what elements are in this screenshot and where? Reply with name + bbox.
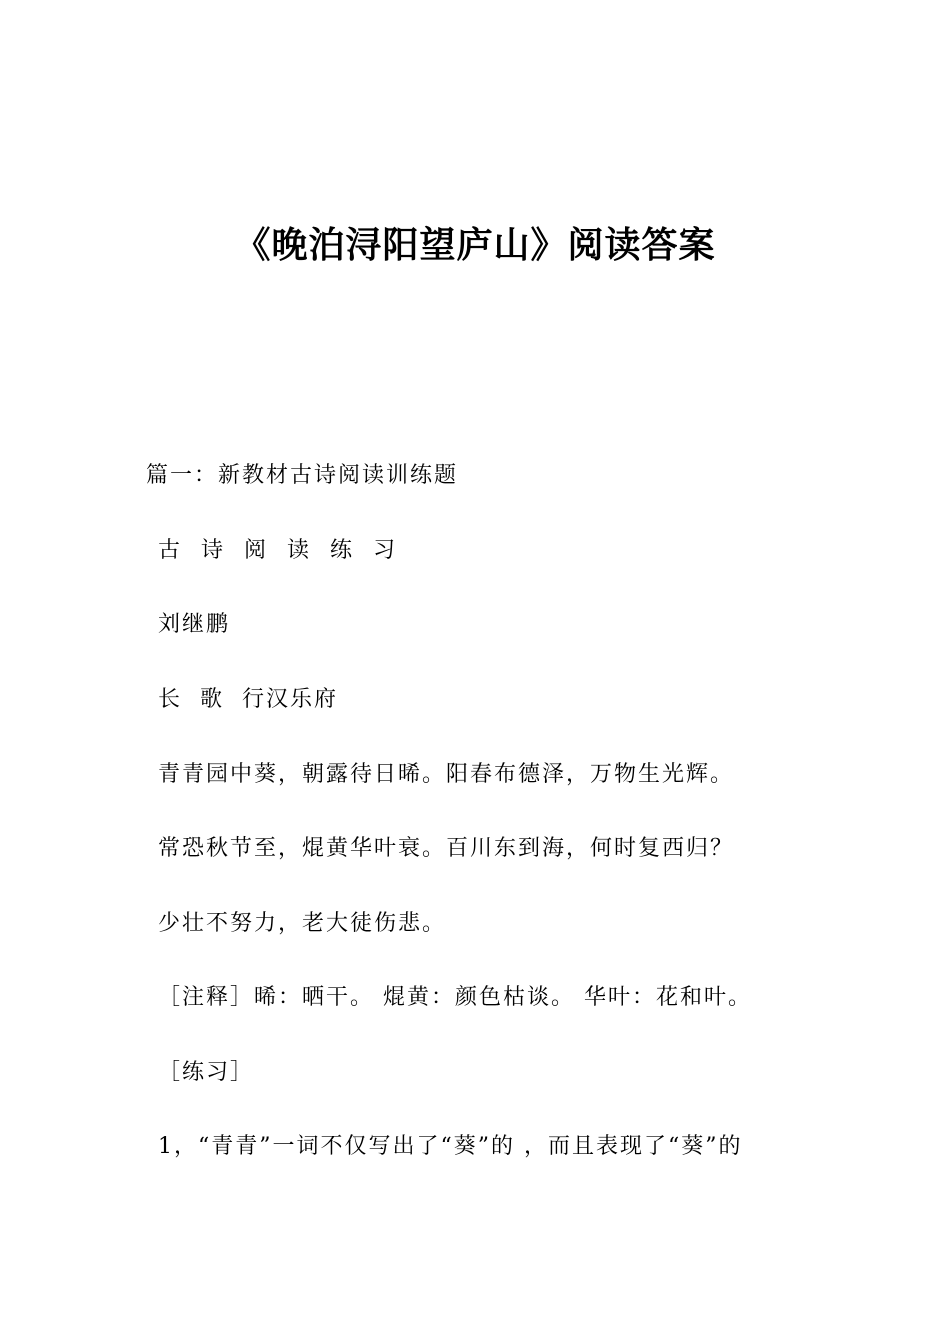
poem-line: 少壮不努力，老大徒伤悲。 (158, 911, 447, 936)
exercise-heading: ［练习］ (158, 1060, 255, 1085)
section-heading: 篇一：新教材古诗阅读训练题 (146, 463, 459, 488)
poem-title: 长 歌 行汉乐府 (158, 687, 338, 712)
author-name: 刘继鹏 (158, 612, 231, 637)
question-line: 1，“青青”一词不仅写出了“葵”的 ，而且表现了“葵”的 (158, 1134, 743, 1159)
subsection-heading: 古 诗 阅 读 练 习 (158, 538, 402, 563)
annotation-line: ［注释］晞：晒干。 焜黄：颜色枯谈。 华叶：花和叶。 (158, 985, 752, 1010)
poem-line: 常恐秋节至，焜黄华叶衰。百川东到海，何时复西归？ (158, 836, 735, 861)
poem-line: 青青园中葵，朝露待日晞。阳春布德泽，万物生光辉。 (158, 762, 735, 787)
document-title: 《晚泊浔阳望庐山》阅读答案 (234, 225, 716, 266)
